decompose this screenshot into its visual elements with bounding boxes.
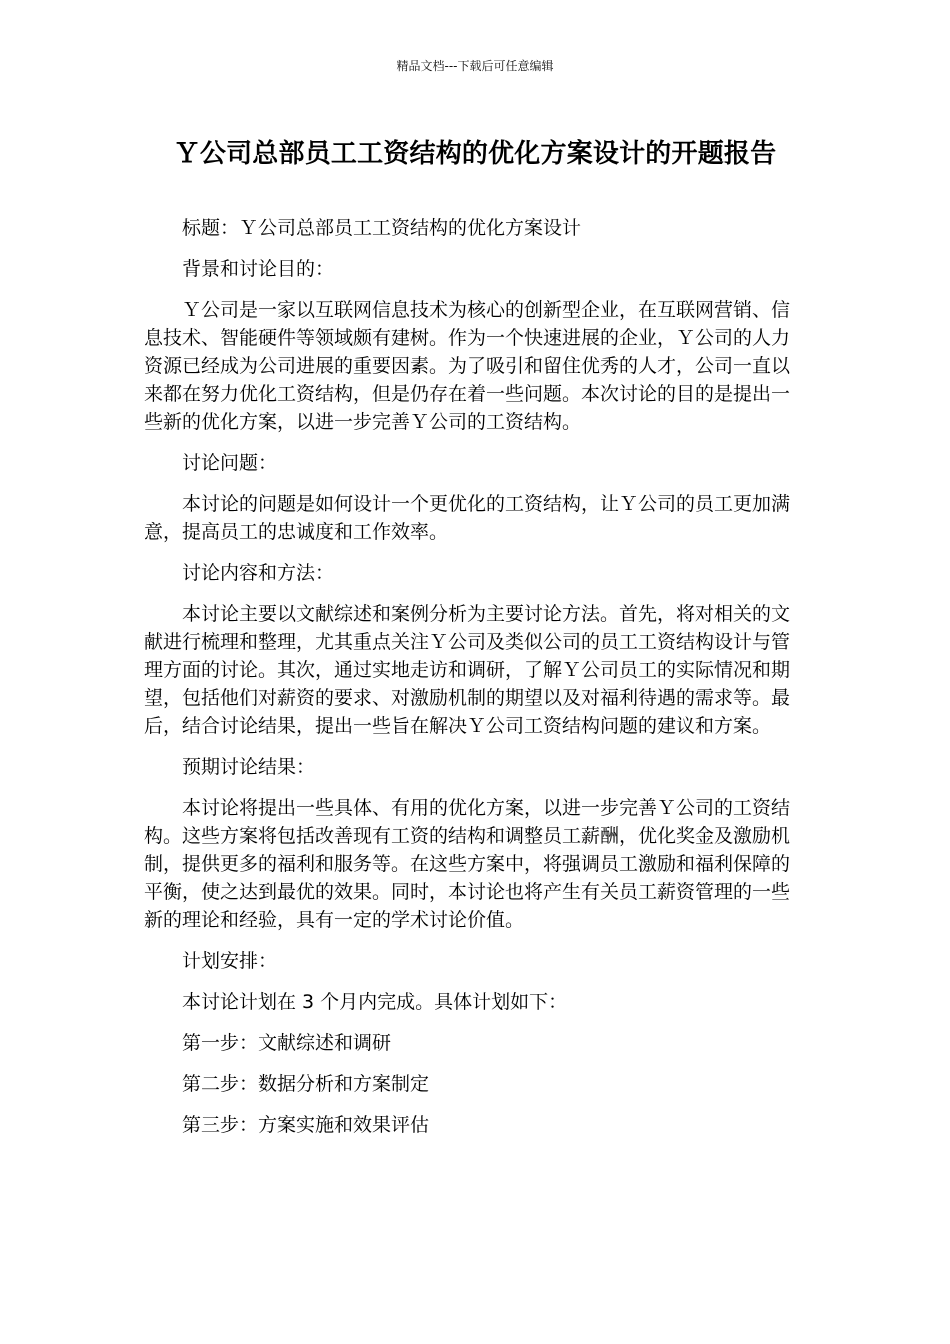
paragraph-question: 本讨论的问题是如何设计一个更优化的工资结构，让Ｙ公司的员工更加满意，提高员工的忠诚度和工作效率。 bbox=[144, 493, 791, 543]
title-line: 标题：Ｙ公司总部员工工资结构的优化方案设计 bbox=[182, 217, 582, 239]
document-body bbox=[144, 214, 804, 1152]
section-heading-schedule: 计划安排： bbox=[182, 950, 278, 972]
section-heading-method: 讨论内容和方法： bbox=[182, 562, 335, 584]
paragraph-schedule: 本讨论计划在 3 个月内完成。具体计划如下： bbox=[182, 991, 568, 1013]
paragraph-expected-results: 本讨论将提出一些具体、有用的优化方案，以进一步完善Ｙ公司的工资结构。这些方案将包括改善现有工资的结构和调整员工薪酬，优化奖金及激励机制，提供更多的福利和服务等。在这些方案中，将强调员工激励和福利保障的平衡，使之达到最优的效果。同时，本讨论也将产生有关员工薪资管理的一些新的理论和经验，具有一定的学术讨论价值。 bbox=[144, 797, 791, 931]
section-heading-expected-results: 预期讨论结果： bbox=[182, 756, 316, 778]
section-heading-background: 背景和讨论目的： bbox=[182, 258, 335, 280]
page-header-watermark: 精品文档---下载后可任意编辑 bbox=[396, 59, 554, 73]
paragraph-background: Ｙ公司是一家以互联网信息技术为核心的创新型企业，在互联网营销、信息技术、智能硬件等领域颇有建树。作为一个快速进展的企业，Ｙ公司的人力资源已经成为公司进展的重要因素。为了吸引和留住优秀的人才，公司一直以来都在努力优化工资结构，但是仍存在着一些问题。本次讨论的目的是提出一些新的优化方案，以进一步完善Ｙ公司的工资结构。 bbox=[144, 299, 791, 433]
schedule-step-2: 第二步：数据分析和方案制定 bbox=[182, 1073, 430, 1095]
schedule-step-1: 第一步：文献综述和调研 bbox=[182, 1032, 392, 1054]
section-heading-question: 讨论问题： bbox=[182, 452, 278, 474]
schedule-step-3: 第三步：方案实施和效果评估 bbox=[182, 1114, 430, 1136]
paragraph-method: 本讨论主要以文献综述和案例分析为主要讨论方法。首先，将对相关的文献进行梳理和整理，尤其重点关注Ｙ公司及类似公司的员工工资结构设计与管理方面的讨论。其次，通过实地走访和调研，了解Ｙ公司员工的实际情况和期望，包括他们对薪资的要求、对激励机制的期望以及对福利待遇的需求等。最后，结合讨论结果，提出一些旨在解决Ｙ公司工资结构问题的建议和方案。 bbox=[144, 603, 791, 737]
document-title: Ｙ公司总部员工工资结构的优化方案设计的开题报告 bbox=[173, 139, 777, 169]
